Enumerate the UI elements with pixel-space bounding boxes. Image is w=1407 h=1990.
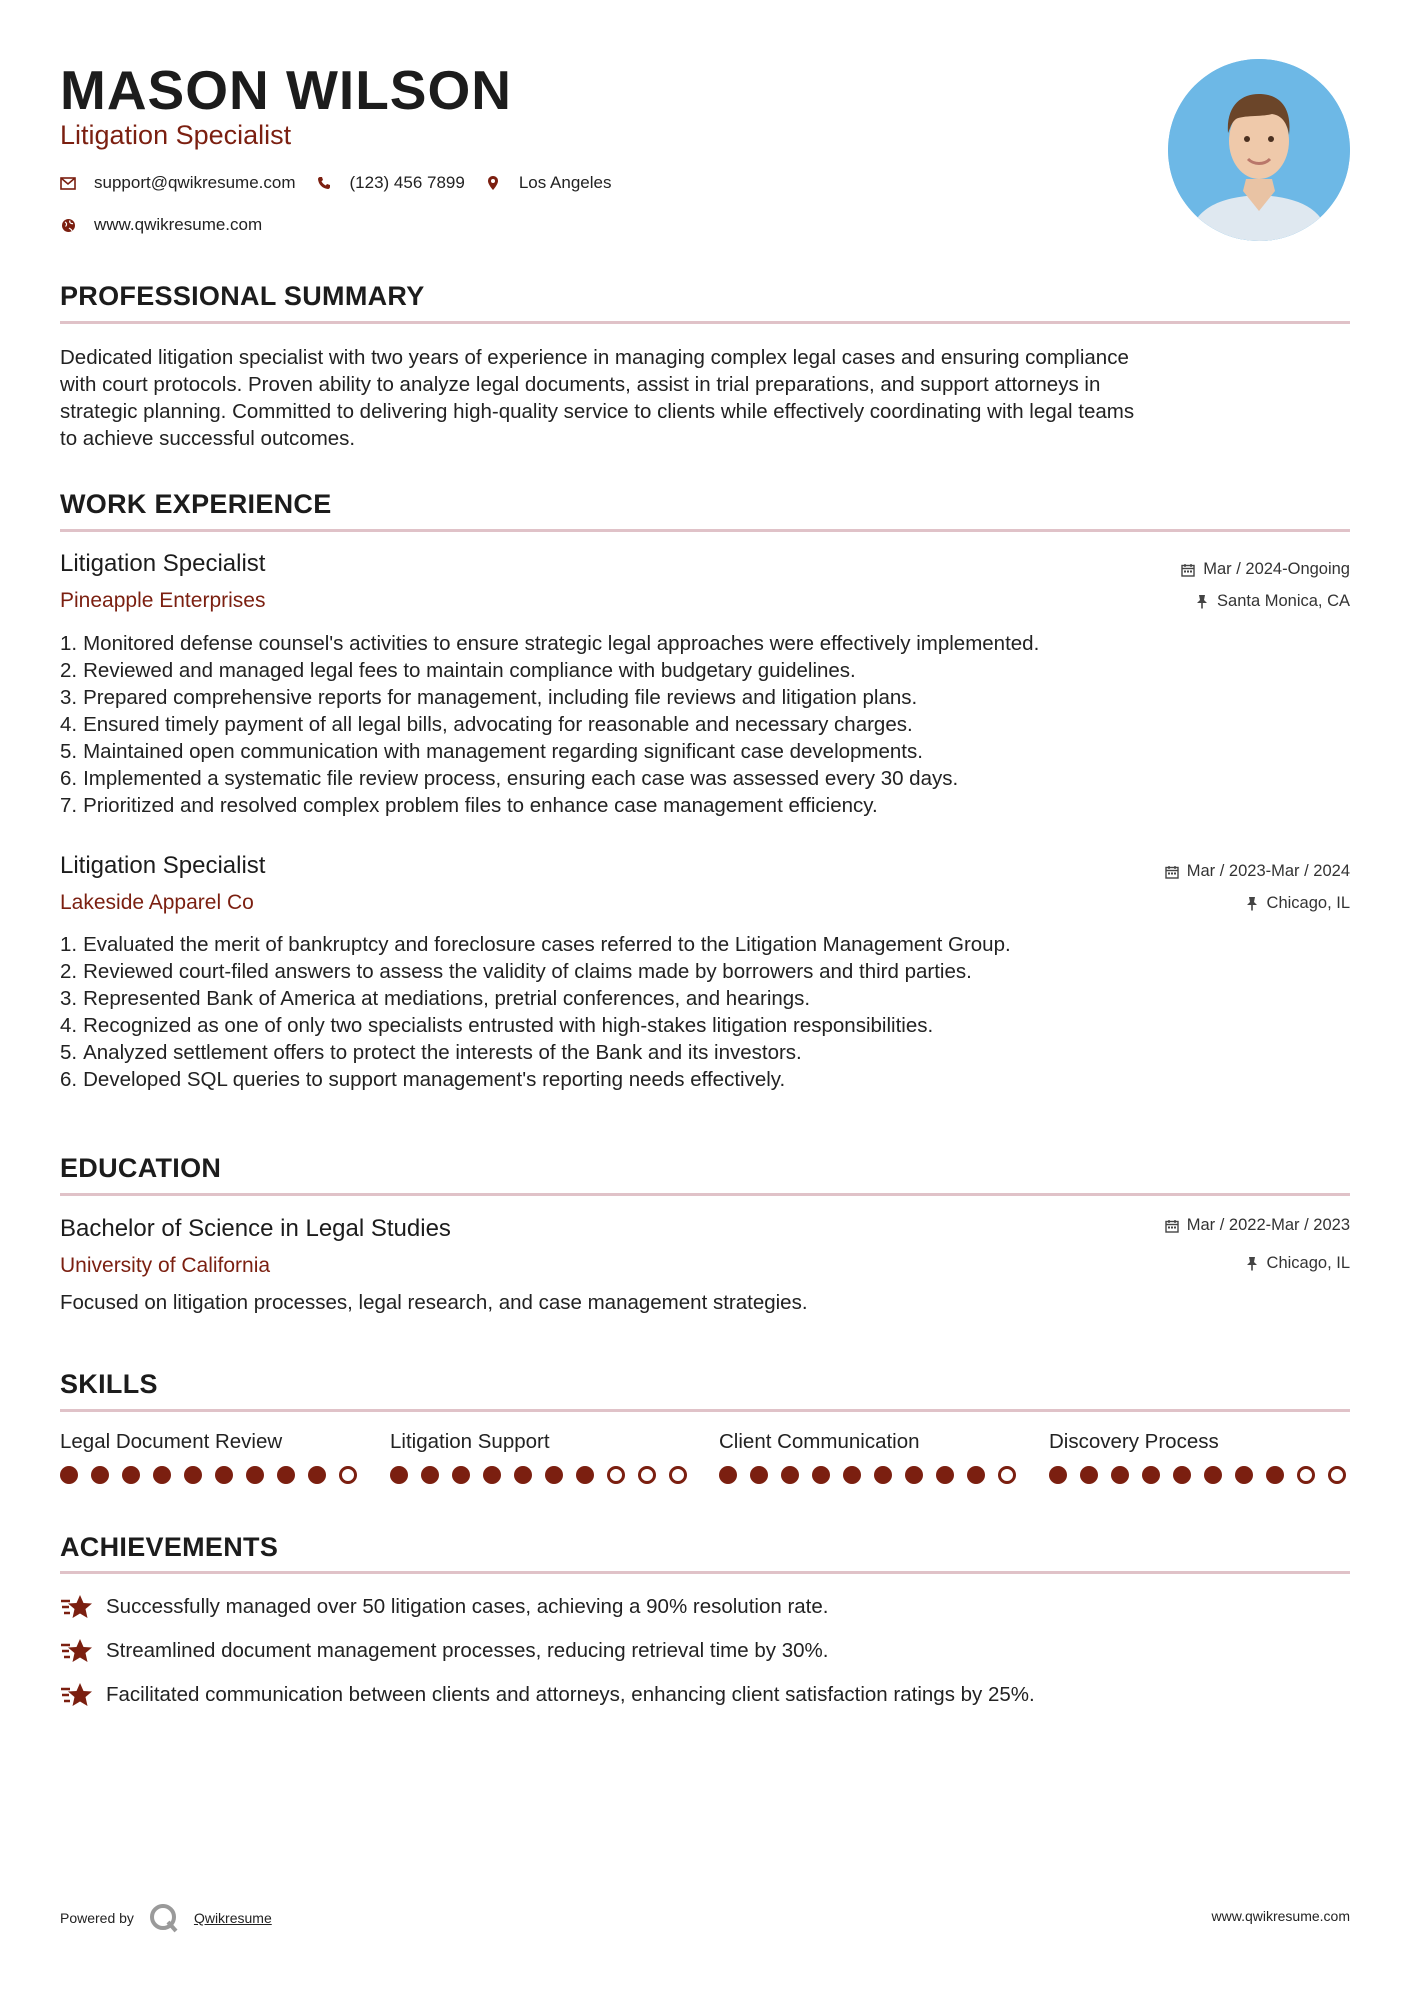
candidate-name: MASON WILSON (60, 59, 512, 121)
rating-dot-filled (277, 1466, 295, 1484)
rating-dot-filled (514, 1466, 532, 1484)
candidate-title: Litigation Specialist (60, 120, 292, 150)
rating-dot-filled (750, 1466, 768, 1484)
skill-name: Discovery Process (1049, 1430, 1219, 1453)
calendar-icon (1165, 1219, 1179, 1233)
phone-icon (316, 175, 332, 191)
education-location: Chicago, IL (1245, 1254, 1350, 1273)
skill-rating (1049, 1466, 1359, 1484)
list-item: 2. Reviewed court-filed answers to assess the validity of claims made by borrowers and third parties. (60, 960, 972, 983)
school-name: University of California (60, 1254, 271, 1277)
summary-heading: PROFESSIONAL SUMMARY (60, 281, 425, 311)
rating-dot-filled (246, 1466, 264, 1484)
job-dates: Mar / 2024-Ongoing (1181, 560, 1350, 579)
rating-dot-empty (638, 1466, 656, 1484)
experience-heading: WORK EXPERIENCE (60, 489, 332, 519)
envelope-icon (60, 175, 76, 191)
footer-website-link[interactable]: www.qwikresume.com (1211, 1908, 1350, 1924)
education-description: Focused on litigation processes, legal research, and case management strategies. (60, 1291, 808, 1314)
rating-dot-filled (1266, 1466, 1284, 1484)
list-item: 3. Prepared comprehensive reports for management, including file reviews and litigation plans. (60, 686, 918, 709)
job-bullets (60, 630, 1350, 819)
rating-dot-filled (1049, 1466, 1067, 1484)
star-award-icon (60, 1637, 94, 1665)
skill-name: Litigation Support (390, 1430, 550, 1453)
rating-dot-empty (1297, 1466, 1315, 1484)
rating-dot-filled (1173, 1466, 1191, 1484)
pushpin-icon (1245, 897, 1259, 911)
footer-powered-by (60, 1902, 272, 1934)
skill-rating (60, 1466, 370, 1484)
brand-link[interactable]: Qwikresume (193, 1910, 272, 1926)
job-title: Litigation Specialist (60, 852, 266, 879)
email-link[interactable]: support@qwikresume.com (94, 173, 296, 192)
calendar-icon (1165, 865, 1179, 879)
company-name: Lakeside Apparel Co (60, 891, 254, 914)
skills-heading: SKILLS (60, 1369, 158, 1399)
rating-dot-filled (390, 1466, 408, 1484)
list-item: 5. Maintained open communication with management regarding significant case developments. (60, 740, 923, 763)
rating-dot-filled (1204, 1466, 1222, 1484)
contact-row (60, 173, 631, 193)
list-item: 5. Analyzed settlement offers to protect the interests of the Bank and its investors. (60, 1041, 802, 1064)
map-pin-icon (485, 175, 501, 191)
list-item: 4. Recognized as one of only two specialists entrusted with high-stakes litigation responsibilities. (60, 1014, 934, 1037)
skill-rating (390, 1466, 700, 1484)
list-item: 4. Ensured timely payment of all legal bills, advocating for reasonable and necessary charges. (60, 713, 913, 736)
rating-dot-empty (669, 1466, 687, 1484)
job-title: Litigation Specialist (60, 550, 266, 577)
rating-dot-filled (91, 1466, 109, 1484)
list-item: 6. Implemented a systematic file review process, ensuring each case was assessed every 30 days. (60, 767, 959, 790)
achievement-item: Successfully managed over 50 litigation cases, achieving a 90% resolution rate. (60, 1593, 828, 1621)
rating-dot-filled (781, 1466, 799, 1484)
achievement-item: Streamlined document management processes, reducing retrieval time by 30%. (60, 1637, 828, 1665)
rating-dot-empty (607, 1466, 625, 1484)
summary-text: Dedicated litigation specialist with two years of experience in managing complex legal cases and ensuring compliance with court protocols. Proven ability to analyze legal documents, assist in trial preparations, and support attorneys in strategic planning. Committed to delivering high-quality service to clients while effectively coordinating with legal teams to achieve successful outcomes. (60, 346, 1135, 450)
rating-dot-filled (1080, 1466, 1098, 1484)
list-item: 2. Reviewed and managed legal fees to maintain compliance with budgetary guidelines. (60, 659, 856, 682)
skill-name: Client Communication (719, 1430, 920, 1453)
section-divider (60, 529, 1350, 532)
rating-dot-empty (1328, 1466, 1346, 1484)
company-name: Pineapple Enterprises (60, 589, 266, 612)
rating-dot-filled (1235, 1466, 1253, 1484)
globe-icon (60, 217, 76, 233)
rating-dot-filled (545, 1466, 563, 1484)
job-bullets (60, 931, 1350, 1093)
job-dates: Mar / 2023-Mar / 2024 (1165, 862, 1350, 881)
calendar-icon (1181, 563, 1195, 577)
section-divider (60, 1571, 1350, 1574)
degree-title: Bachelor of Science in Legal Studies (60, 1215, 451, 1242)
powered-by-label: Powered by (60, 1910, 134, 1926)
section-divider (60, 321, 1350, 324)
skill-item (390, 1430, 550, 1454)
rating-dot-filled (812, 1466, 830, 1484)
skill-item (1049, 1430, 1219, 1454)
rating-dot-filled (967, 1466, 985, 1484)
rating-dot-filled (843, 1466, 861, 1484)
phone-number: (123) 456 7899 (349, 173, 465, 192)
pushpin-icon (1245, 1257, 1259, 1271)
rating-dot-filled (1111, 1466, 1129, 1484)
list-item: 3. Represented Bank of America at mediations, pretrial conferences, and hearings. (60, 987, 811, 1010)
rating-dot-filled (905, 1466, 923, 1484)
list-item: 7. Prioritized and resolved complex problem files to enhance case management efficiency. (60, 794, 878, 817)
rating-dot-filled (1142, 1466, 1160, 1484)
profile-photo (1168, 59, 1350, 241)
rating-dot-filled (153, 1466, 171, 1484)
rating-dot-filled (719, 1466, 737, 1484)
section-divider (60, 1409, 1350, 1412)
list-item: 1. Evaluated the merit of bankruptcy and foreclosure cases referred to the Litigation Management Group. (60, 933, 1011, 956)
rating-dot-filled (483, 1466, 501, 1484)
section-divider (60, 1193, 1350, 1196)
qwikresume-logo-icon (148, 1902, 180, 1934)
rating-dot-filled (936, 1466, 954, 1484)
rating-dot-empty (998, 1466, 1016, 1484)
pushpin-icon (1195, 595, 1209, 609)
skill-item (719, 1430, 920, 1454)
job-location: Chicago, IL (1245, 894, 1350, 913)
rating-dot-filled (576, 1466, 594, 1484)
rating-dot-filled (452, 1466, 470, 1484)
website-link[interactable]: www.qwikresume.com (94, 215, 263, 234)
achievement-item: Facilitated communication between clients and attorneys, enhancing client satisfaction ratings by 25%. (60, 1681, 1035, 1709)
skill-item (60, 1430, 282, 1454)
skill-name: Legal Document Review (60, 1430, 283, 1453)
education-heading: EDUCATION (60, 1153, 222, 1183)
rating-dot-filled (421, 1466, 439, 1484)
job-location: Santa Monica, CA (1195, 592, 1350, 611)
rating-dot-filled (184, 1466, 202, 1484)
list-item: 6. Developed SQL queries to support management's reporting needs effectively. (60, 1068, 786, 1091)
rating-dot-filled (60, 1466, 78, 1484)
star-award-icon (60, 1681, 94, 1709)
rating-dot-filled (215, 1466, 233, 1484)
achievements-heading: ACHIEVEMENTS (60, 1532, 279, 1562)
website-row (60, 215, 282, 235)
list-item: 1. Monitored defense counsel's activities to ensure strategic legal approaches were effectively implemented. (60, 632, 1040, 655)
location-text: Los Angeles (518, 173, 612, 192)
star-award-icon (60, 1593, 94, 1621)
rating-dot-filled (874, 1466, 892, 1484)
rating-dot-filled (308, 1466, 326, 1484)
education-dates: Mar / 2022-Mar / 2023 (1165, 1216, 1350, 1235)
skill-rating (719, 1466, 1029, 1484)
rating-dot-filled (122, 1466, 140, 1484)
rating-dot-empty (339, 1466, 357, 1484)
